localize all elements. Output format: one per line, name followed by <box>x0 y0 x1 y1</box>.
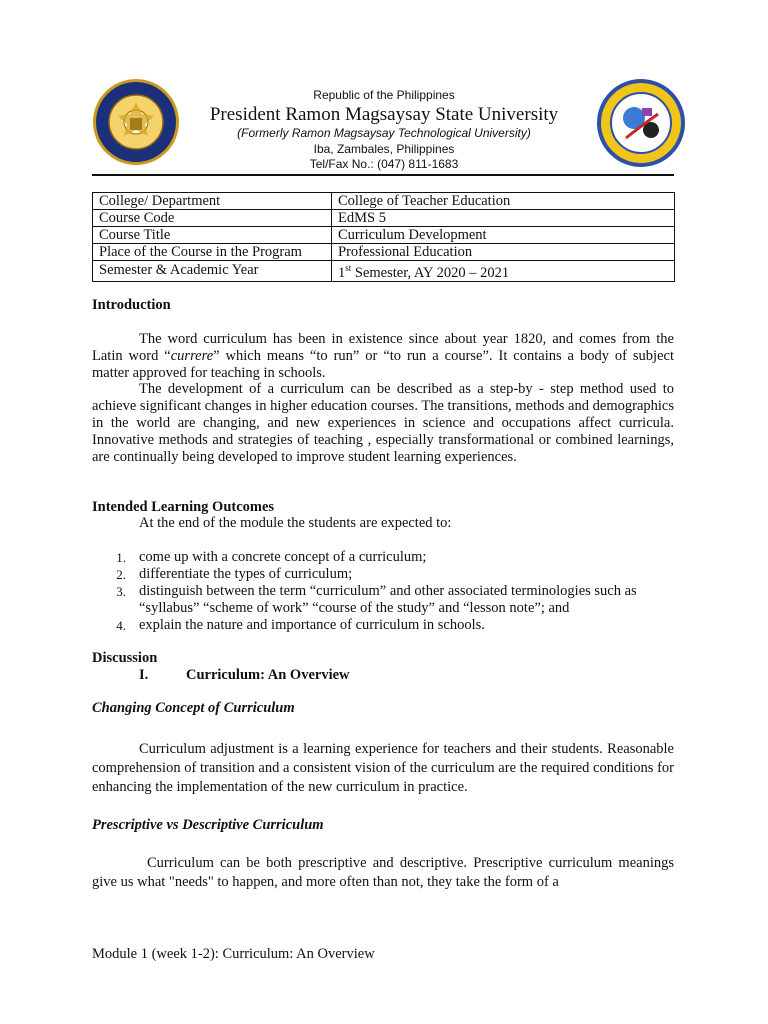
semester-number: 1 <box>338 264 346 281</box>
outcome-item: come up with a concrete concept of a curriculum; <box>139 549 427 565</box>
subheading-prescriptive-descriptive: Prescriptive vs Descriptive Curriculum <box>92 817 324 833</box>
section-title: Curriculum: An Overview <box>186 667 350 683</box>
outcomes-heading: Intended Learning Outcomes <box>92 499 275 515</box>
table-value-cell: EdMS 5 <box>332 210 675 227</box>
university-name: President Ramon Magsaysay State University <box>209 104 559 125</box>
table-row <box>93 193 675 210</box>
outcome-number: 3. <box>116 584 126 599</box>
table-label-cell: Course Title <box>93 227 332 244</box>
changing-concept-paragraph: Curriculum adjustment is a learning experience for teachers and their students. Reasonable comprehension of transition and a consistent vision of the curriculum are the required conditions for enhancing the implementation of the new curriculum in practice. <box>92 741 674 795</box>
intro-p1-text-a: The word curriculum has been in existence since about year 1820, and comes from the Latin word “ <box>92 331 674 364</box>
table-row <box>93 210 675 227</box>
intro-p1-italic-word: currere <box>170 348 214 364</box>
introduction-paragraph-1 <box>92 331 674 382</box>
discussion-heading: Discussion <box>92 650 158 666</box>
outcomes-lead: At the end of the module the students are expected to: <box>139 515 452 531</box>
outcome-number: 2. <box>116 567 126 582</box>
table-label-cell: Semester & Academic Year <box>93 261 332 282</box>
formerly-line: (Formerly Ramon Magsaysay Technological University) <box>237 126 531 140</box>
outcome-number: 1. <box>116 550 126 565</box>
page-footer: Module 1 (week 1-2): Curriculum: An Overview <box>92 946 375 962</box>
semester-ordinal-suffix: st <box>345 263 352 273</box>
subheading-changing-concept: Changing Concept of Curriculum <box>92 700 295 716</box>
table-value-cell <box>332 261 675 282</box>
table-label-cell: Place of the Course in the Program <box>93 244 332 261</box>
table-row <box>93 261 675 282</box>
semester-text: Semester, AY 2020 – 2021 <box>351 264 510 281</box>
outcome-item: distinguish between the term “curriculum” and other associated terminologies such as “syllabus” “scheme of work” “course of the study” and “lesson note”; and <box>139 583 637 616</box>
telfax-line: Tel/Fax No.: (047) 811-1683 <box>309 157 459 171</box>
table-label-cell: College/ Department <box>93 193 332 210</box>
introduction-paragraph-2: The development of a curriculum can be described as a step-by - step method used to achieve significant changes in higher education courses. The transitions, methods and demographics in the world are changing, and new experiences in science and occupations affect curricula. Innovative methods and strategies of teaching , especially transformational or combined learnings, are continually being developed to improve student learning experiences. <box>92 381 674 465</box>
intro-p1-text-b: ” which means “to run” or “to run a course”. It contains a body of subject matter approved for teaching in schools. <box>92 348 674 381</box>
course-info-table <box>92 192 675 282</box>
table-value-cell: Professional Education <box>332 244 675 261</box>
section-number: I. <box>139 667 149 683</box>
table-row <box>93 227 675 244</box>
table-value-cell: Curriculum Development <box>332 227 675 244</box>
table-row <box>93 244 675 261</box>
prescriptive-paragraph: Curriculum can be both prescriptive and descriptive. Prescriptive curriculum meanings give us what "needs" to happen, and more often than not, they take the form of a <box>92 855 674 890</box>
outcome-item: differentiate the types of curriculum; <box>139 566 353 582</box>
republic-line: Republic of the Philippines <box>313 88 455 102</box>
table-value-cell: College of Teacher Education <box>332 193 675 210</box>
table-label-cell: Course Code <box>93 210 332 227</box>
outcome-number: 4. <box>116 618 126 633</box>
address-line: Iba, Zambales, Philippines <box>313 142 455 156</box>
outcome-item: explain the nature and importance of curriculum in schools. <box>139 617 485 633</box>
introduction-heading: Introduction <box>92 297 171 313</box>
header-divider <box>92 174 674 176</box>
